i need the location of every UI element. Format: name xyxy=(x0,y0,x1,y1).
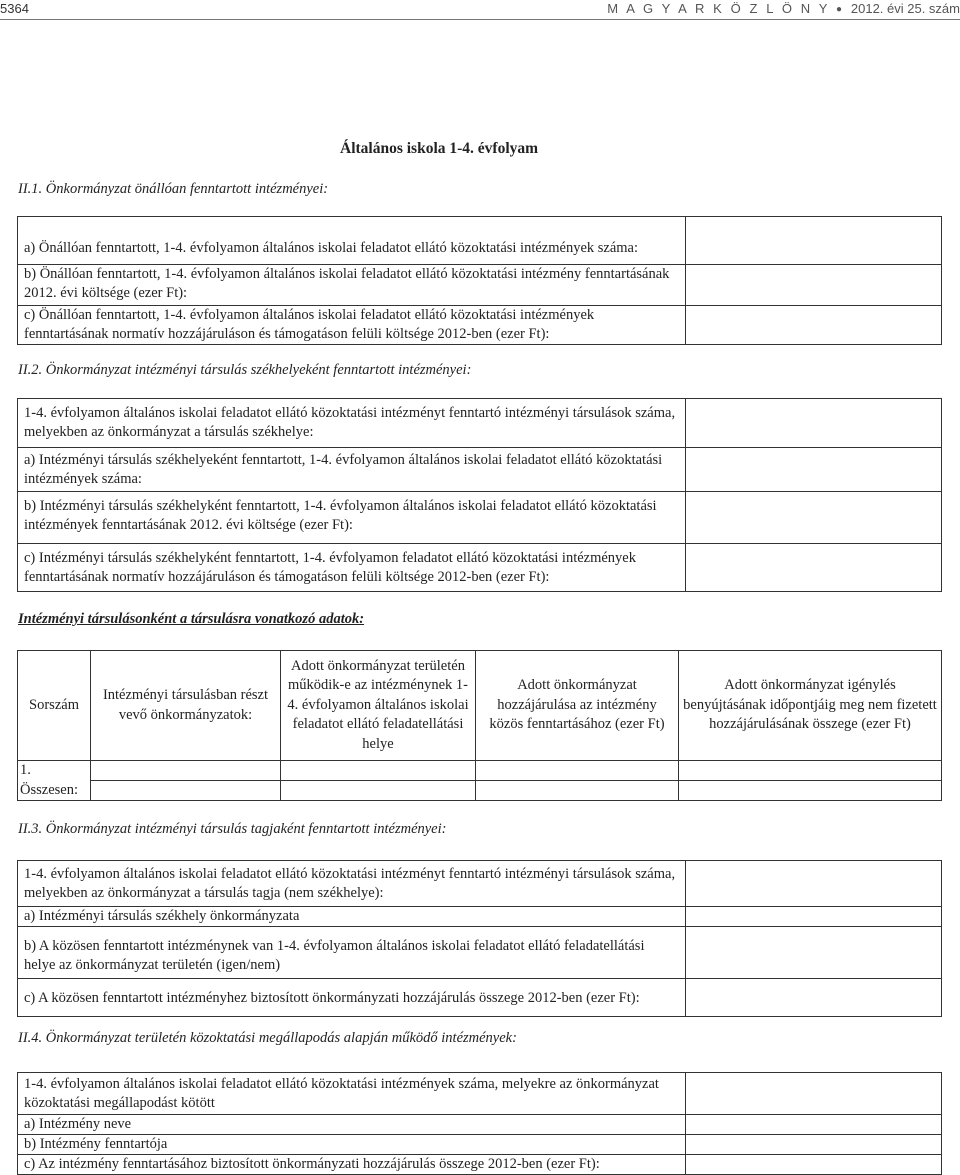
row-number-1: 1. xyxy=(18,761,91,781)
table-row-total xyxy=(18,781,942,801)
row-4-count-value[interactable] xyxy=(686,1073,942,1115)
row-4b-value[interactable] xyxy=(686,1135,942,1155)
section-1-table xyxy=(17,216,942,345)
row-3a-label: a) Intézményi társulás székhely önkormányzata xyxy=(18,907,686,927)
journal-title xyxy=(607,1,960,16)
page-header xyxy=(0,0,960,20)
association-table-heading: Intézményi társulásonként a társulásra vonatkozó adatok: xyxy=(18,611,365,627)
row-1c-label: c) Önállóan fenntartott, 1-4. évfolyamon általános iskolai feladatot ellátó közoktatási intézmények fenntartásának normatív hozzájáruláson és támogatáson felüli költsége 2012-ben (ezer Ft): xyxy=(18,306,686,345)
row-2a-label: a) Intézményi társulás székhelyeként fenntartott, 1-4. évfolyamon általános iskolai feladatot ellátó közoktatási intézmények száma: xyxy=(18,448,686,492)
cell-total-contribution[interactable] xyxy=(476,781,679,801)
row-4a-label: a) Intézmény neve xyxy=(18,1115,686,1135)
cell-unpaid[interactable] xyxy=(679,761,942,781)
row-4c-label: c) Az intézmény fenntartásához biztosított önkormányzati hozzájárulás összege 2012-ben (ezer Ft): xyxy=(18,1155,686,1175)
row-2-count-label: 1-4. évfolyamon általános iskolai feladatot ellátó közoktatási intézményt fenntartó intézményi társulások száma, melyekben az önkormányzat a társulás székhelye: xyxy=(18,399,686,448)
page-number: 5364 xyxy=(0,1,29,16)
section-2-table xyxy=(17,398,942,592)
col-header-contribution: Adott önkormányzat hozzájárulása az intézmény közös fenntartásához (ezer Ft) xyxy=(476,651,679,761)
row-3b-value[interactable] xyxy=(686,927,942,979)
row-3-count-value[interactable] xyxy=(686,861,942,907)
col-header-participants: Intézményi társulásban részt vevő önkormányzatok: xyxy=(91,651,281,761)
row-total-label: Összesen: xyxy=(18,781,91,801)
row-3c-value[interactable] xyxy=(686,979,942,1017)
row-1c-value[interactable] xyxy=(686,306,942,345)
section-2-heading: II.2. Önkormányzat intézményi társulás székhelyeként fenntartott intézményei: xyxy=(18,362,472,378)
section-1-heading: II.1. Önkormányzat önállóan fenntartott intézményei: xyxy=(18,181,329,197)
row-4a-value[interactable] xyxy=(686,1115,942,1135)
row-2b-label: b) Intézményi társulás székhelyként fenntartott, 1-4. évfolyamon általános iskolai feladatot ellátó közoktatási intézmények fenntartásának 2012. évi költsége (ezer Ft): xyxy=(18,492,686,544)
cell-total-unpaid[interactable] xyxy=(679,781,942,801)
section-3-table xyxy=(17,860,942,1017)
row-1b-value[interactable] xyxy=(686,265,942,306)
section-3-heading: II.3. Önkormányzat intézményi társulás tagjaként fenntartott intézményei: xyxy=(18,821,447,837)
header-rule xyxy=(0,19,960,20)
col-header-unpaid: Adott önkormányzat igénylés benyújtásának időpontjáig meg nem fizetett hozzájárulásának összege (ezer Ft) xyxy=(679,651,942,761)
section-4-heading: II.4. Önkormányzat területén közoktatási megállapodás alapján működő intézmények: xyxy=(18,1030,517,1046)
row-4c-value[interactable] xyxy=(686,1155,942,1175)
row-2c-value[interactable] xyxy=(686,544,942,592)
row-2-count-value[interactable] xyxy=(686,399,942,448)
bullet-icon: ● xyxy=(836,4,845,16)
cell-location[interactable] xyxy=(281,761,476,781)
association-table xyxy=(17,650,942,801)
row-3a-value[interactable] xyxy=(686,907,942,927)
cell-total-participant[interactable] xyxy=(91,781,281,801)
row-4b-label: b) Intézmény fenntartója xyxy=(18,1135,686,1155)
row-1a-value[interactable] xyxy=(686,217,942,265)
row-3b-label: b) A közösen fenntartott intézménynek van 1-4. évfolyamon általános iskolai feladatot ellátó feladatellátási helye az önkormányzat területén (igen/nem) xyxy=(18,927,686,979)
row-1a-label: a) Önállóan fenntartott, 1-4. évfolyamon általános iskolai feladatot ellátó közoktatási intézmények száma: xyxy=(18,217,686,265)
row-3-count-label: 1-4. évfolyamon általános iskolai feladatot ellátó közoktatási intézményt fenntartó intézményi társulások száma, melyekben az önkormányzat a társulás tagja (nem székhelye): xyxy=(18,861,686,907)
cell-participant[interactable] xyxy=(91,761,281,781)
journal-name: M A G Y A R K Ö Z L Ö N Y xyxy=(607,1,830,16)
col-header-sorszam: Sorszám xyxy=(18,651,91,761)
issue-label: 2012. évi 25. szám xyxy=(850,1,960,16)
row-2b-value[interactable] xyxy=(686,492,942,544)
cell-total-location[interactable] xyxy=(281,781,476,801)
table-row xyxy=(18,761,942,781)
row-4-count-label: 1-4. évfolyamon általános iskolai feladatot ellátó közoktatási intézmények száma, melyekre az önkormányzat közoktatási megállapodást kötött xyxy=(18,1073,686,1115)
main-title: Általános iskola 1-4. évfolyam xyxy=(340,140,539,157)
cell-contribution[interactable] xyxy=(476,761,679,781)
row-3c-label: c) A közösen fenntartott intézményhez biztosított önkormányzati hozzájárulás összege 2012-ben (ezer Ft): xyxy=(18,979,686,1017)
row-2a-value[interactable] xyxy=(686,448,942,492)
row-2c-label: c) Intézményi társulás székhelyként fenntartott, 1-4. évfolyamon feladatot ellátó közoktatási intézmények fenntartásának normatív hozzájáruláson és támogatáson felüli költsége 2012-ben (ezer Ft): xyxy=(18,544,686,592)
section-4-table xyxy=(17,1072,942,1175)
col-header-location: Adott önkormányzat területén működik-e az intézménynek 1-4. évfolyamon általános iskolai feladatot ellátó feladatellátási helye xyxy=(281,651,476,761)
row-1b-label: b) Önállóan fenntartott, 1-4. évfolyamon általános iskolai feladatot ellátó közoktatási intézmény fenntartásának 2012. évi költsége (ezer Ft): xyxy=(18,265,686,306)
